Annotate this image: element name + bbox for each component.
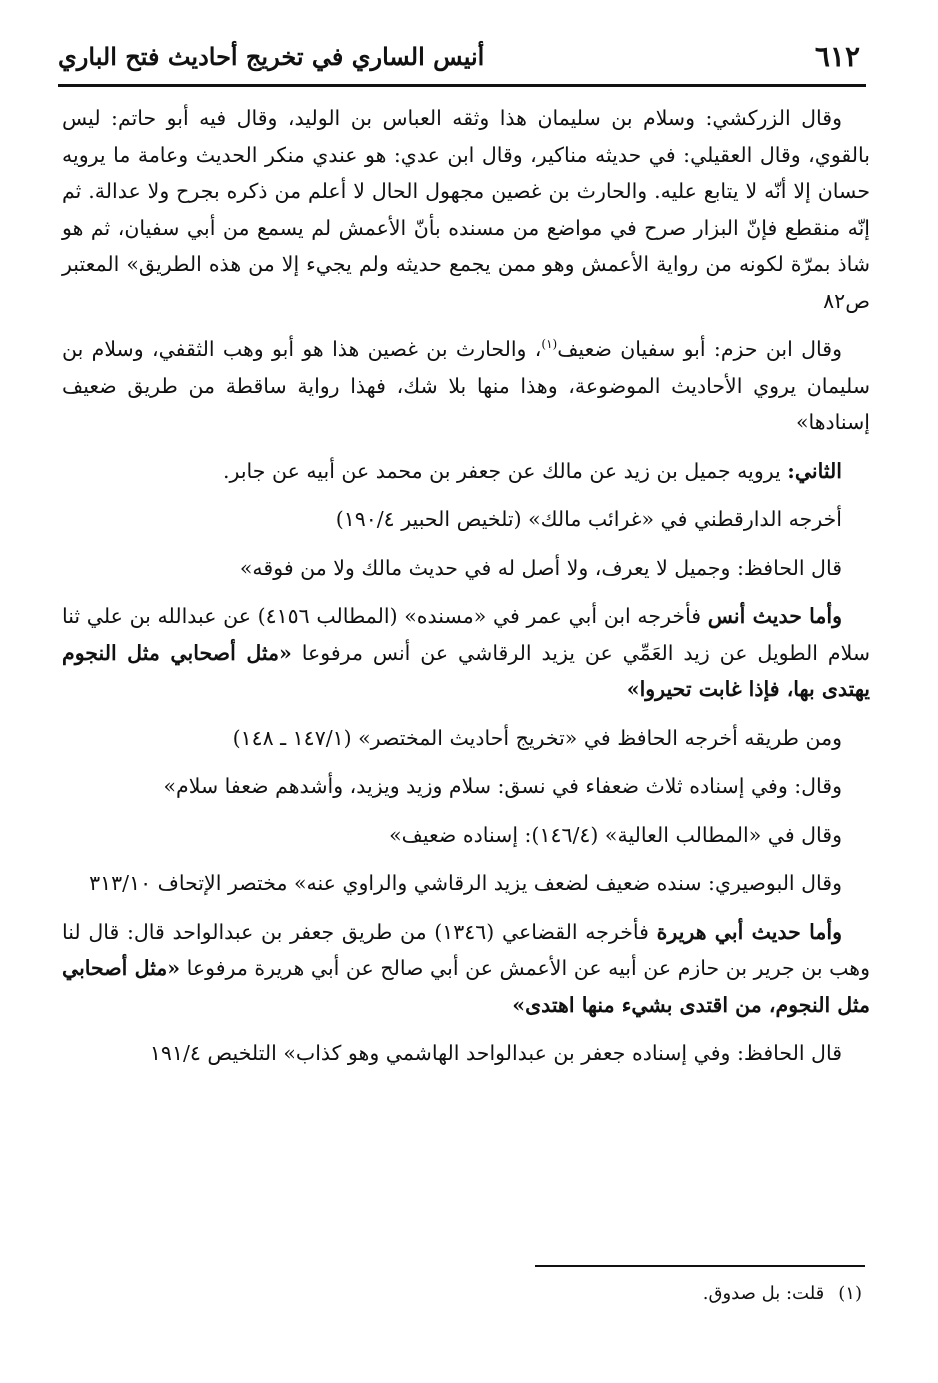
footnote-reference: (١) — [541, 337, 558, 352]
paragraph-hafiz-jafar: قال الحافظ: وفي إسناده جعفر بن عبدالواحد الهاشمي وهو كذاب» التلخيص ١٩١/٤ — [149, 1041, 842, 1065]
section-label: وأما حديث أنس — [707, 604, 842, 628]
page-number: ٦١٢ — [814, 40, 860, 73]
running-title: أنيس الساري في تخريج أحاديث فتح الباري — [58, 42, 485, 71]
paragraph-zarkashi: وقال الزركشي: وسلام بن سليمان هذا وثقه العباس بن الوليد، وقال فيه أبو حاتم: ليس بالقوي، وقال العقيلي: في حديثه مناكير، وقال ابن عدي: هو عندي منكر الحديث وعامة ما يرويه حسان إلا أنّه لا يتابع عليه. والحارث بن غصين مجهول الحال لا أعلم من ذكره بجرح ولا عدالة. ثم إنّه منقطع فإنّ البزار صرح في مواضع من مسنده بأنّ الأعمش لم يسمع من أبي سفيان، ثم هو شاذ بمرّة لكونه من رواية الأعمش وهو ممن يجمع حديثه ولم يجيء إلا من هذه الطريق» المعتبر ص٨٢ — [62, 106, 870, 313]
footnote-marker: (١) — [838, 1283, 862, 1304]
paragraph-text: فأخرجه ابن أبي عمر في «مسنده» (المطالب ٤١٥٦) عن عبدالله بن علي ثنا سلام الطويل عن زيد العَمِّي عن يزيد الرقاشي عن أنس مرفوعا — [62, 604, 871, 665]
hadith-text: «مثل أصحابي مثل النجوم، من اقتدى بشيء منها اهتدى» — [62, 956, 870, 1017]
paragraph-abu-hurayra-hadith — [62, 914, 870, 1024]
paragraph-text: فأخرجه القضاعي (١٣٤٦) من طريق جعفر بن عبدالواحد قال: قال لنا وهب بن جرير بن حازم عن أبيه عن الأعمش عن أبي صالح عن أبي هريرة مرفوعا — [62, 919, 870, 980]
paragraph-anas-hadith — [62, 598, 870, 708]
paragraph-hafiz-jamil: قال الحافظ: وجميل لا يعرف، ولا أصل له في حديث مالك ولا من فوقه» — [239, 555, 842, 580]
section-label: الثاني: — [787, 458, 842, 483]
paragraph-second-route — [62, 453, 870, 490]
paragraph-text: وقال ابن حزم: أبو سفيان ضعيف — [557, 337, 842, 361]
paragraph-matalib: وقال في «المطالب العالية» (١٤٦/٤): إسناده ضعيف» — [389, 822, 842, 847]
paragraph-hafiz-takhrij: ومن طريقه أخرجه الحافظ في «تخريج أحاديث المختصر» (١٤٧/١ ـ ١٤٨) — [232, 725, 842, 750]
page-body — [62, 100, 870, 1084]
paragraph-busiri: وقال البوصيري: سنده ضعيف لضعف يزيد الرقاشي والراوي عنه» مختصر الإتحاف ٣١٣/١٠ — [89, 871, 842, 895]
paragraph-text: ، والحارث بن غصين هذا هو أبو وهب الثقفي، وسلام بن سليمان يروي الأحاديث الموضوعة، وهذا منها بلا شك، فهذا رواية ساقطة من طريق ضعيف إسنادها» — [62, 337, 870, 434]
paragraph-daraqutni: أخرجه الدارقطني في «غرائب مالك» (تلخيص الحبير ١٩٠/٤) — [335, 507, 842, 531]
footnote-separator — [535, 1265, 865, 1267]
paragraph-text: يرويه جميل بن زيد عن مالك عن جعفر بن محمد عن أبيه عن جابر. — [223, 458, 788, 483]
footnote-text: قلت: بل صدوق. — [702, 1283, 825, 1304]
section-label: وأما حديث أبي هريرة — [656, 919, 842, 944]
hadith-text: «مثل أصحابي مثل النجوم يهتدى بها، فإذا غابت تحيروا» — [62, 640, 870, 701]
page-header — [58, 34, 866, 87]
footnote — [300, 1282, 862, 1306]
paragraph-ibn-hazm — [62, 331, 870, 441]
paragraph-three-weak: وقال: وفي إسناده ثلاث ضعفاء في نسق: سلام وزيد ويزيد، وأشدهم ضعفا سلام» — [163, 774, 842, 798]
